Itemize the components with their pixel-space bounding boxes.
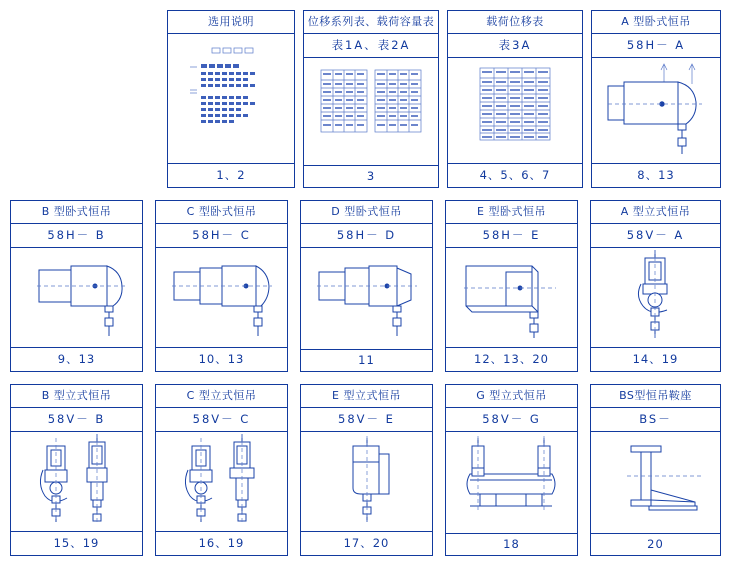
card-illustration [168,34,294,163]
card-title: G 型立式恒吊 [446,385,577,408]
card-illustration [156,432,287,531]
card-footer: 1、2 [168,163,294,187]
card-illustration [448,58,582,163]
card-bs-saddle[interactable] [590,384,721,556]
card-subtitle: 58V－ B [11,408,142,432]
card-title: 载荷位移表 [448,11,582,34]
card-tables-1a-2a[interactable] [303,10,439,188]
card-title: 选用说明 [168,11,294,34]
card-subtitle: 58H－ E [446,224,577,248]
card-type-a-horizontal[interactable] [591,10,721,188]
card-type-b-horizontal[interactable] [10,200,143,372]
card-subtitle: 58H－ B [11,224,142,248]
card-footer: 4、5、6、7 [448,163,582,187]
card-subtitle: 58H－ D [301,224,432,248]
card-title: A 型立式恒吊 [591,201,720,224]
card-footer: 15、19 [11,531,142,555]
card-table-3a[interactable] [447,10,583,188]
card-type-c-vertical[interactable] [155,384,288,556]
card-subtitle: 58V－ G [446,408,577,432]
card-footer: 16、19 [156,531,287,555]
card-footer: 8、13 [592,163,720,187]
card-footer: 9、13 [11,347,142,371]
card-title: A 型卧式恒吊 [592,11,720,34]
card-title: B 型卧式恒吊 [11,201,142,224]
card-footer: 17、20 [301,531,432,555]
card-subtitle: 58V－ A [591,224,720,248]
card-title: D 型卧式恒吊 [301,201,432,224]
card-type-g-vertical[interactable] [445,384,578,556]
card-illustration [592,58,720,163]
card-subtitle: 表3A [448,34,582,58]
card-subtitle: 58H－ C [156,224,287,248]
card-illustration [301,432,432,531]
card-illustration [446,248,577,347]
card-type-d-horizontal[interactable] [300,200,433,372]
card-illustration [11,248,142,347]
card-instructions[interactable] [167,10,295,188]
card-footer: 20 [591,533,720,555]
card-type-e-horizontal[interactable] [445,200,578,372]
card-title: E 型立式恒吊 [301,385,432,408]
card-footer: 3 [304,165,438,187]
card-subtitle: BS－ [591,408,720,432]
card-subtitle: 58V－ E [301,408,432,432]
card-illustration [11,432,142,531]
card-type-b-vertical[interactable] [10,384,143,556]
card-subtitle: 58V－ C [156,408,287,432]
card-illustration [156,248,287,347]
card-footer: 14、19 [591,347,720,371]
card-type-e-vertical[interactable] [300,384,433,556]
card-subtitle: 表1A、表2A [304,34,438,58]
card-illustration [591,432,720,533]
card-illustration [446,432,577,533]
card-type-a-vertical[interactable] [590,200,721,372]
card-illustration [591,248,720,347]
card-footer: 12、13、20 [446,347,577,371]
card-title: C 型卧式恒吊 [156,201,287,224]
card-title: E 型卧式恒吊 [446,201,577,224]
card-title: B 型立式恒吊 [11,385,142,408]
card-type-c-horizontal[interactable] [155,200,288,372]
card-illustration [304,58,438,165]
card-footer: 11 [301,349,432,371]
card-subtitle: 58H－ A [592,34,720,58]
card-footer: 18 [446,533,577,555]
card-title: BS型恒吊鞍座 [591,385,720,408]
card-footer: 10、13 [156,347,287,371]
card-title: C 型立式恒吊 [156,385,287,408]
card-title: 位移系列表、载荷容量表 [304,11,438,34]
card-illustration [301,248,432,349]
